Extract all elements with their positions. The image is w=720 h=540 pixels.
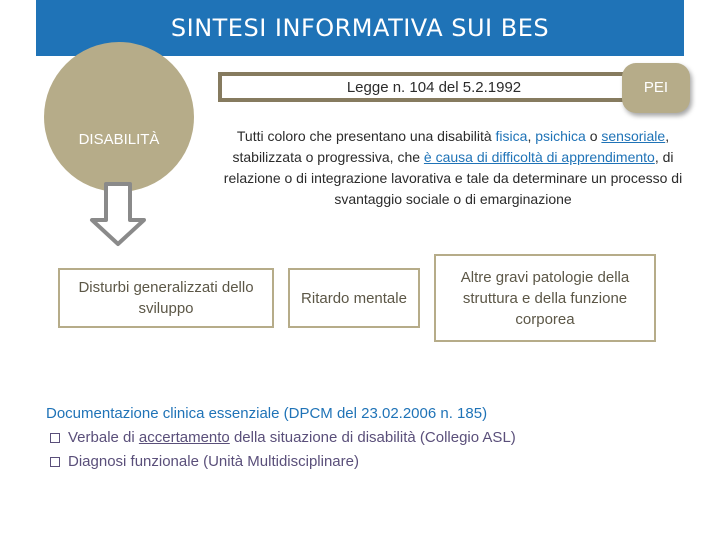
category-box-patologie: [434, 254, 656, 342]
law-reference-label: Legge n. 104 del 5.2.1992: [346, 79, 522, 96]
highlight-causa: è causa di difficoltà di apprendimento: [423, 149, 655, 165]
disability-circle: [44, 42, 194, 192]
category-label: Ritardo mentale: [301, 289, 407, 307]
documentation-item: Verbale di accertamento della situazione di disabilità (Collegio ASL): [46, 426, 686, 450]
checkbox-icon: [50, 433, 60, 443]
down-arrow-icon: [88, 182, 148, 248]
category-box-disturbi: [58, 268, 274, 328]
highlight-sensoriale: sensoriale: [601, 128, 666, 144]
category-label: Disturbi generalizzati dello sviluppo: [78, 279, 254, 317]
pei-label: PEI: [643, 79, 669, 96]
category-label: Altre gravi patologie della struttura e della funzione corporea: [460, 268, 630, 328]
disability-description: Tutti coloro che presentano una disabilità fisica, psichica o sensoriale, stabilizzata o progressiva, che è causa di difficoltà di apprendimento, di relazione o di integrazione lavorativa e tale da determinare un processo di svantaggio sociale o di emarginazione: [223, 128, 683, 207]
documentation-item: Diagnosi funzionale (Unità Multidisciplinare): [46, 450, 686, 474]
category-box-ritardo: [288, 268, 420, 328]
law-reference-box: [218, 72, 650, 102]
pei-badge: [622, 63, 690, 113]
highlight-psichica: psichica: [535, 128, 586, 144]
highlight-fisica: fisica: [495, 128, 528, 144]
documentation-title: Documentazione clinica essenziale (DPCM del 23.02.2006 n. 185): [46, 405, 488, 422]
disability-label: DISABILITÀ: [78, 131, 160, 148]
page-title: SINTESI INFORMATIVA SUI BES: [170, 14, 550, 42]
checkbox-icon: [50, 457, 60, 467]
documentation-section: [46, 402, 686, 474]
